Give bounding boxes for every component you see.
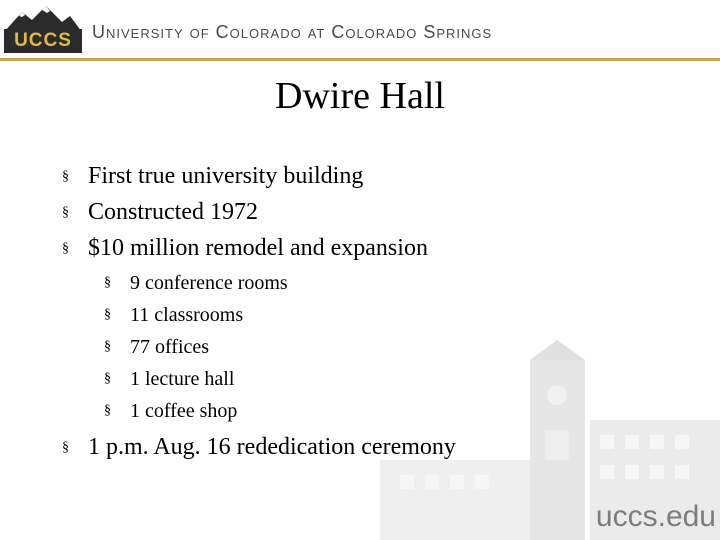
bullet-marker: § bbox=[62, 169, 69, 184]
bullet-marker: § bbox=[104, 403, 111, 418]
bullet-marker: § bbox=[104, 339, 111, 354]
slide-title: Dwire Hall bbox=[275, 75, 445, 117]
header-divider bbox=[0, 58, 720, 61]
bullet-text: 1 p.m. Aug. 16 rededication ceremony bbox=[88, 434, 456, 460]
bullet-marker: § bbox=[104, 307, 111, 322]
bullet-text: First true university building bbox=[88, 163, 364, 189]
university-name: University of Colorado at Colorado Springs bbox=[92, 22, 493, 42]
uccs-logo bbox=[4, 4, 82, 54]
bullet-marker: § bbox=[104, 371, 111, 386]
footer-url: uccs.edu bbox=[595, 500, 716, 533]
bullet-marker: § bbox=[62, 241, 69, 256]
sub-bullet-text: 9 conference rooms bbox=[130, 272, 288, 294]
bullet-marker: § bbox=[62, 440, 69, 455]
bullet-text: $10 million remodel and expansion bbox=[88, 235, 428, 261]
bullet-item bbox=[62, 429, 682, 465]
sub-bullet-text: 1 coffee shop bbox=[130, 400, 238, 422]
bullet-marker: § bbox=[104, 275, 111, 290]
logo-text: UCCS bbox=[4, 29, 82, 53]
sub-bullet-text: 1 lecture hall bbox=[130, 368, 235, 390]
sub-bullet-item bbox=[104, 363, 682, 395]
bullet-text: Constructed 1972 bbox=[88, 199, 258, 225]
sub-bullet-text: 11 classrooms bbox=[130, 304, 244, 326]
sub-bullet-item bbox=[104, 331, 682, 363]
bullet-item bbox=[62, 230, 682, 266]
sub-bullet-item bbox=[104, 299, 682, 331]
sub-bullet-item bbox=[104, 395, 682, 427]
sub-bullet-text: 77 offices bbox=[130, 336, 210, 358]
mountain-icon bbox=[4, 4, 82, 32]
bullet-item bbox=[62, 158, 682, 194]
bullet-item bbox=[62, 194, 682, 230]
bullet-marker: § bbox=[62, 205, 69, 220]
sub-bullet-item bbox=[104, 267, 682, 299]
bullet-list bbox=[62, 158, 682, 465]
header bbox=[0, 0, 720, 58]
